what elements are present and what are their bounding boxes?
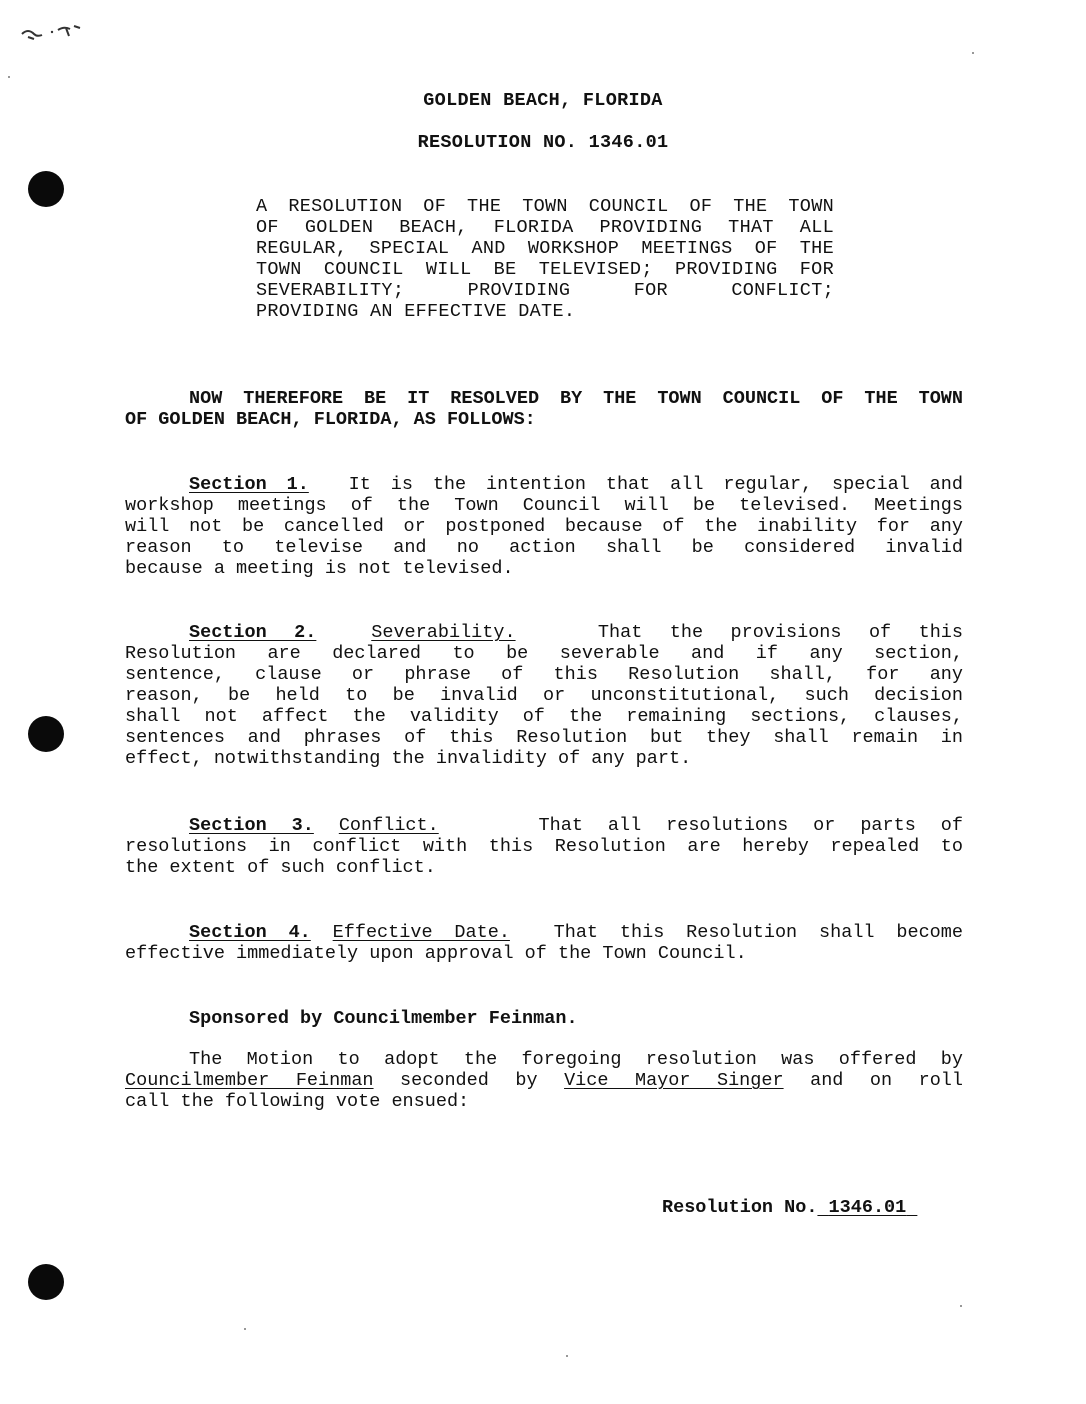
section-line: will not be cancelled or postponed because of the inability for any	[125, 516, 963, 537]
punch-hole-top	[28, 171, 64, 207]
resolved-line: NOW THEREFORE BE IT RESOLVED BY THE TOWN COUNCIL OF THE TOWN	[189, 388, 963, 409]
section-title: Effective Date.	[332, 922, 510, 943]
footer-resolution-number	[662, 1197, 917, 1218]
section-heading: Section 3.	[189, 815, 314, 836]
document-title: GOLDEN BEACH, FLORIDA	[423, 90, 663, 111]
section-title: Severability.	[371, 622, 516, 643]
section-line: shall not affect the validity of the remaining sections, clauses,	[125, 706, 963, 727]
section-text: That the provisions of this	[597, 622, 963, 643]
section-text: That all resolutions or parts of	[538, 815, 963, 836]
sponsor-line	[125, 1008, 963, 1029]
section-2	[125, 622, 963, 769]
caption-line: TOWN COUNCIL WILL BE TELEVISED; PROVIDING FOR	[256, 259, 834, 280]
scan-speck	[566, 1355, 568, 1357]
motion-line: The Motion to adopt the foregoing resolution was offered by	[189, 1049, 963, 1070]
section-line: reason to televise and no action shall be considered invalid	[125, 537, 963, 558]
punch-hole-middle	[28, 716, 64, 752]
footer-label: Resolution No.	[662, 1197, 818, 1218]
motion-paragraph	[125, 1049, 963, 1112]
resolution-caption	[256, 196, 834, 322]
scan-speck	[8, 76, 10, 78]
section-heading: Section 4.	[189, 922, 311, 943]
scan-speck	[960, 1305, 962, 1307]
sponsor-text: Sponsored by Councilmember Feinman.	[189, 1008, 578, 1029]
section-line: effective immediately upon approval of the Town Council.	[125, 943, 747, 964]
resolved-clause	[125, 388, 963, 430]
motion-after: and on roll	[810, 1070, 964, 1091]
caption-line: A RESOLUTION OF THE TOWN COUNCIL OF THE TOWN	[256, 196, 834, 217]
footer-number-text: 1346.01	[828, 1197, 907, 1218]
section-line: the extent of such conflict.	[125, 857, 436, 878]
resolved-line: OF GOLDEN BEACH, FLORIDA, AS FOLLOWS:	[125, 409, 536, 430]
section-line: reason, be held to be invalid or unconstitutional, such decision	[125, 685, 963, 706]
motion-seconder: Vice Mayor Singer	[564, 1070, 784, 1091]
scan-speck	[972, 52, 974, 54]
resolution-number: RESOLUTION NO. 1346.01	[417, 132, 669, 153]
section-first-line	[125, 474, 963, 495]
section-line: sentence, clause or phrase of this Resolution shall, for any	[125, 664, 963, 685]
section-line: resolutions in conflict with this Resolution are hereby repealed to	[125, 836, 963, 857]
section-line: effect, notwithstanding the invalidity of any part.	[125, 748, 692, 769]
section-3	[125, 815, 963, 878]
section-first-line	[125, 815, 963, 836]
motion-mid: seconded by	[400, 1070, 538, 1091]
scan-speck	[244, 1328, 246, 1330]
section-heading: Section 1.	[189, 474, 309, 495]
section-text: That this Resolution shall become	[553, 922, 963, 943]
caption-line: OF GOLDEN BEACH, FLORIDA PROVIDING THAT ALL	[256, 217, 834, 238]
section-title: Conflict.	[338, 815, 439, 836]
footer-number	[817, 1197, 917, 1218]
section-1	[125, 474, 963, 579]
section-4	[125, 922, 963, 964]
scan-mark	[18, 22, 88, 44]
section-first-line	[125, 622, 963, 643]
motion-line	[125, 1070, 963, 1091]
caption-line: SEVERABILITY; PROVIDING FOR CONFLICT;	[256, 280, 834, 301]
section-line: Resolution are declared to be severable and if any section,	[125, 643, 963, 664]
motion-mover: Councilmember Feinman	[125, 1070, 374, 1091]
motion-line: call the following vote ensued:	[125, 1091, 470, 1112]
section-text: It is the intention that all regular, special and	[348, 474, 963, 495]
punch-hole-bottom	[28, 1264, 64, 1300]
section-line: because a meeting is not televised.	[125, 558, 514, 579]
section-line: workshop meetings of the Town Council will be televised. Meetings	[125, 495, 963, 516]
section-first-line	[125, 922, 963, 943]
caption-line: PROVIDING AN EFFECTIVE DATE.	[256, 301, 576, 322]
section-heading: Section 2.	[189, 622, 317, 643]
section-line: sentences and phrases of this Resolution but they shall remain in	[125, 727, 963, 748]
caption-line: REGULAR, SPECIAL AND WORKSHOP MEETINGS OF THE	[256, 238, 834, 259]
